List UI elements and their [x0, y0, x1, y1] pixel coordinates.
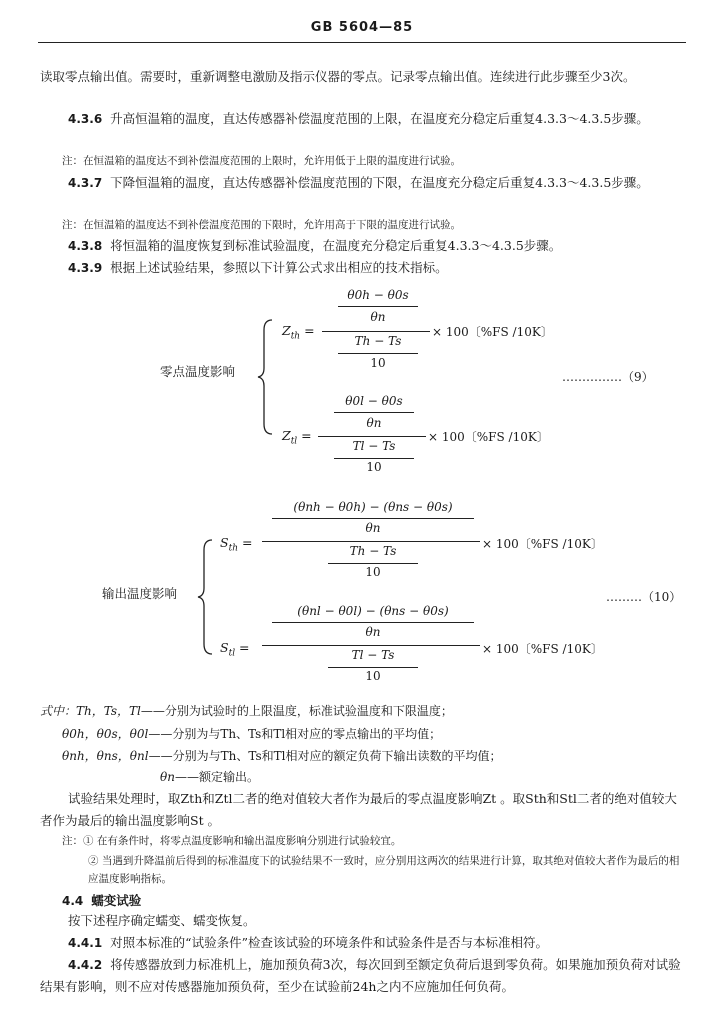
section-4-4-heading: 4.4 蠕变试验: [62, 893, 142, 908]
formula-10-number: ………（10）: [606, 590, 682, 604]
z-tl-tail: × 100〔%FS /10K〕: [428, 430, 549, 444]
clause-number: 4.3.7: [68, 176, 103, 190]
s-th-ten: 10: [365, 565, 381, 579]
page-header: GB 5604—85: [310, 20, 414, 35]
z-tl-inner-bar: [334, 412, 414, 413]
z-th-main-bar: [322, 331, 430, 332]
z-tl-numerator: θ0l − θ0s: [345, 394, 403, 408]
clause-4-3-8: [40, 235, 686, 257]
clause-text: 对照本标准的“试验条件”检查该试验的环境条件和试验条件是否与本标准相符。: [110, 935, 548, 950]
s-tl-theta-n: θn: [365, 625, 381, 639]
definition-2: θ0h，θ0s，θ0l——分别为与Th、Ts和Tl相对应的零点输出的平均值；: [62, 727, 442, 741]
definition-1: 式中：Th，Ts，Tl——分别为试验时的上限温度，标准试验温度和下限温度；: [40, 704, 453, 718]
definition-4: θn——额定输出。: [160, 770, 259, 784]
section-4-4-intro: 按下述程序确定蠕变、蠕变恢复。: [68, 913, 256, 928]
s-tl-main-bar: [262, 645, 480, 646]
clause-4-3-9: [40, 257, 686, 279]
s-tl-symbol: $S_{tl}$ =: [220, 640, 250, 659]
s-th-numerator: (θnh − θ0h) − (θns − θ0s): [293, 500, 453, 514]
clause-text: 根据上述试验结果，参照以下计算公式求出相应的技术指标。: [110, 260, 448, 275]
clause-4-4-2: [40, 954, 686, 997]
s-tl-denominator: Tl − Ts: [351, 648, 395, 662]
definition-3: θnh，θns，θnl——分别为与Th、Ts和Tl相对应的额定负荷下输出读数的平均值；: [62, 749, 502, 763]
formula-9-number: ……………（9）: [562, 370, 654, 384]
clause-4-3-6: [40, 108, 686, 130]
note-4-3-6: 注：在恒温箱的温度达不到补偿温度范围的上限时，允许用低于上限的温度进行试验。: [62, 155, 461, 167]
result-paragraph: 试验结果处理时，取Zth和Ztl二者的绝对值较大者作为最后的零点温度影响Zt 。取Sth和Stl二者的绝对值较大者作为最后的输出温度影响St 。: [40, 791, 677, 828]
z-tl-theta-n: θn: [366, 416, 382, 430]
z-th-lower-bar: [338, 353, 418, 354]
z-tl-ten: 10: [366, 460, 382, 474]
clause-number: 4.3.9: [68, 261, 103, 275]
paragraph-continuation: 读取零点输出值。需要时，重新调整电激励及指示仪器的零点。记录零点输出值。连续进行此步骤至少3次。: [40, 69, 636, 84]
s-tl-inner-bar: [272, 622, 474, 623]
s-th-theta-n: θn: [365, 521, 381, 535]
note-4-3-7: 注：在恒温箱的温度达不到补偿温度范围的下限时，允许用高于下限的温度进行试验。: [62, 219, 461, 231]
z-th-symbol: $Z_{th}$ =: [282, 323, 315, 342]
clause-number: 4.3.8: [68, 239, 103, 253]
s-th-lower-bar: [328, 563, 418, 564]
clause-4-3-7: [40, 172, 686, 194]
z-tl-lower-bar: [334, 458, 414, 459]
clause-number: 4.4.2: [68, 958, 103, 972]
s-tl-numerator: (θnl − θ0l) − (θns − θ0s): [297, 604, 449, 618]
s-tl-tail: × 100〔%FS /10K〕: [482, 642, 603, 656]
note-2: ② 当遇到升降温前后得到的标准温度下的试验结果不一致时，应分别用这两次的结果进行计算，取其绝对值较大者作为最后的相应温度影响指标。: [88, 855, 680, 885]
clause-number: 4.4.1: [68, 936, 103, 950]
z-tl-symbol: $Z_{tl}$ =: [282, 428, 312, 447]
clause-4-4-1: [40, 932, 686, 954]
note-1: 注：① 在有条件时，将零点温度影响和输出温度影响分别进行试验较宜。: [62, 835, 402, 847]
clause-number: 4.3.6: [68, 112, 103, 126]
z-th-denominator: Th − Ts: [354, 334, 402, 348]
z-tl-denominator: Tl − Ts: [352, 439, 396, 453]
clause-text: 下降恒温箱的温度，直达传感器补偿温度范围的下限，在温度充分稳定后重复4.3.3～4.3.5步骤。: [110, 175, 649, 190]
z-tl-main-bar: [318, 436, 426, 437]
s-tl-lower-bar: [328, 667, 418, 668]
z-th-ten: 10: [370, 356, 386, 370]
formula-9-brace: [256, 318, 274, 436]
z-th-tail: × 100〔%FS /10K〕: [432, 325, 553, 339]
s-tl-ten: 10: [365, 669, 381, 683]
z-th-inner-bar: [338, 306, 418, 307]
clause-text: 升高恒温箱的温度，直达传感器补偿温度范围的上限，在温度充分稳定后重复4.3.3～4.3.5步骤。: [110, 111, 649, 126]
s-th-main-bar: [262, 541, 480, 542]
s-th-symbol: $S_{th}$ =: [220, 535, 253, 554]
s-th-denominator: Th − Ts: [349, 544, 397, 558]
formula-9-label: 零点温度影响: [160, 364, 236, 379]
formula-10-label: 输出温度影响: [102, 586, 178, 601]
clause-text: 将恒温箱的温度恢复到标准试验温度，在温度充分稳定后重复4.3.3～4.3.5步骤。: [110, 238, 562, 253]
formula-10-brace: [196, 538, 214, 656]
header-rule: [38, 42, 686, 43]
clause-text: 将传感器放到力标准机上，施加预负荷3次，每次回到至额定负荷后退到零负荷。如果施加预负荷对试验结果有影响，则不应对传感器施加预负荷，至少在试验前24h之内不应施加任何负荷。: [40, 957, 681, 994]
z-th-theta-n: θn: [370, 310, 386, 324]
s-th-inner-bar: [272, 518, 474, 519]
s-th-tail: × 100〔%FS /10K〕: [482, 537, 603, 551]
z-th-numerator: θ0h − θ0s: [347, 288, 409, 302]
